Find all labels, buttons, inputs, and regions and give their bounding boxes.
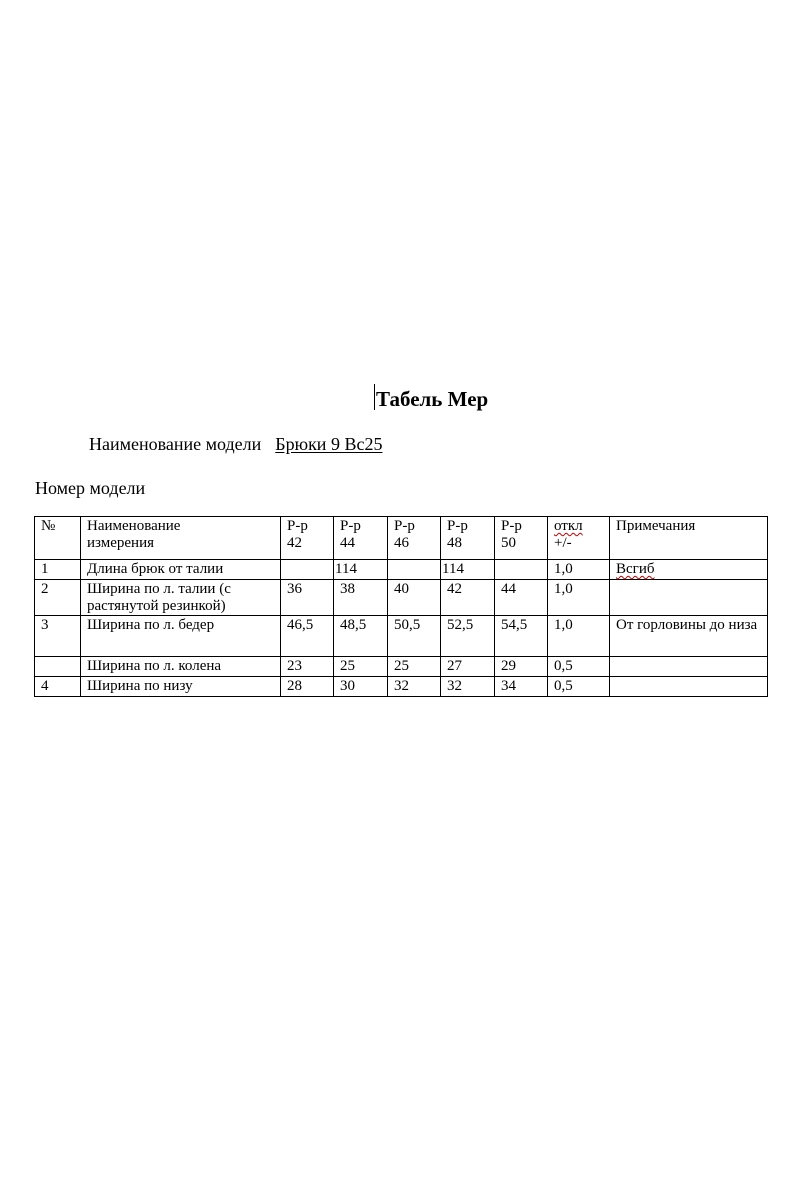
cell-size-42: 23 <box>281 657 334 677</box>
table-row <box>35 616 768 657</box>
cell-size-48: 32 <box>441 677 495 697</box>
cell-size-50 <box>495 560 548 580</box>
row-number <box>35 657 81 677</box>
cell-size-50: 29 <box>495 657 548 677</box>
cell-size-42: 46,5 <box>281 616 334 657</box>
table-row <box>35 580 768 616</box>
row-number: 4 <box>35 677 81 697</box>
cell-note <box>610 677 768 697</box>
cell-size-50: 44 <box>495 580 548 616</box>
row-number: 3 <box>35 616 81 657</box>
cell-size-42: 28 <box>281 677 334 697</box>
cell-size-42 <box>281 560 334 580</box>
cell-size-48: 27 <box>441 657 495 677</box>
row-measurement-name: Ширина по низу <box>81 677 281 697</box>
size-value: 48 <box>447 535 462 551</box>
cell-size-46 <box>388 560 441 580</box>
cell-size-48: 114 <box>441 560 495 580</box>
header-notes: Примечания <box>610 517 768 560</box>
note-text: Всгиб <box>616 561 655 577</box>
cell-size-46: 50,5 <box>388 616 441 657</box>
size-prefix: Р-р <box>501 518 522 534</box>
table-row <box>35 677 768 697</box>
cell-deviation: 1,0 <box>548 616 610 657</box>
model-name-label: Наименование модели <box>89 434 262 454</box>
row-measurement-name: Ширина по л. талии (с растянутой резинкой) <box>81 580 281 616</box>
cell-note <box>610 657 768 677</box>
table-row <box>35 560 768 580</box>
deviation-label: откл <box>554 518 583 534</box>
cell-size-44: 30 <box>334 677 388 697</box>
cell-size-44: 25 <box>334 657 388 677</box>
cell-deviation: 1,0 <box>548 560 610 580</box>
size-prefix: Р-р <box>340 518 361 534</box>
size-prefix: Р-р <box>394 518 415 534</box>
size-value: 46 <box>394 535 409 551</box>
cell-size-46: 32 <box>388 677 441 697</box>
document-title: Табель Мер <box>376 387 489 411</box>
table-row <box>35 657 768 677</box>
header-measurement-name <box>81 517 281 560</box>
size-prefix: Р-р <box>447 518 468 534</box>
cell-size-46: 40 <box>388 580 441 616</box>
cell-size-50: 54,5 <box>495 616 548 657</box>
model-name-value: Брюки 9 Вс25 <box>275 434 383 454</box>
cell-size-48: 42 <box>441 580 495 616</box>
model-name-line <box>89 432 382 456</box>
cell-deviation: 0,5 <box>548 677 610 697</box>
header-name-line1: Наименование <box>87 518 181 534</box>
header-number: № <box>35 517 81 560</box>
cell-size-44: 114 <box>334 560 388 580</box>
model-number-label: Номер модели <box>35 478 146 498</box>
deviation-sign: +/- <box>554 535 572 551</box>
row-measurement-name: Ширина по л. колена <box>81 657 281 677</box>
table-header-row <box>35 517 768 560</box>
cell-deviation: 1,0 <box>548 580 610 616</box>
cell-size-44: 38 <box>334 580 388 616</box>
cell-deviation: 0,5 <box>548 657 610 677</box>
size-prefix: Р-р <box>287 518 308 534</box>
header-size-46 <box>388 517 441 560</box>
header-size-42 <box>281 517 334 560</box>
header-deviation <box>548 517 610 560</box>
cell-note <box>610 580 768 616</box>
header-name-line2: измерения <box>87 535 155 551</box>
size-value: 44 <box>340 535 355 551</box>
cell-note <box>610 560 768 580</box>
size-value: 50 <box>501 535 516 551</box>
measurements-table <box>34 516 768 697</box>
header-size-44 <box>334 517 388 560</box>
text-cursor <box>374 384 375 410</box>
cell-size-46: 25 <box>388 657 441 677</box>
cell-note: От горловины до низа <box>610 616 768 657</box>
row-number: 2 <box>35 580 81 616</box>
header-size-50 <box>495 517 548 560</box>
cell-size-48: 52,5 <box>441 616 495 657</box>
row-number: 1 <box>35 560 81 580</box>
cell-size-44: 48,5 <box>334 616 388 657</box>
size-value: 42 <box>287 535 302 551</box>
cell-size-50: 34 <box>495 677 548 697</box>
row-measurement-name: Длина брюк от талии <box>81 560 281 580</box>
row-measurement-name: Ширина по л. бедер <box>81 616 281 657</box>
header-size-48 <box>441 517 495 560</box>
cell-size-42: 36 <box>281 580 334 616</box>
